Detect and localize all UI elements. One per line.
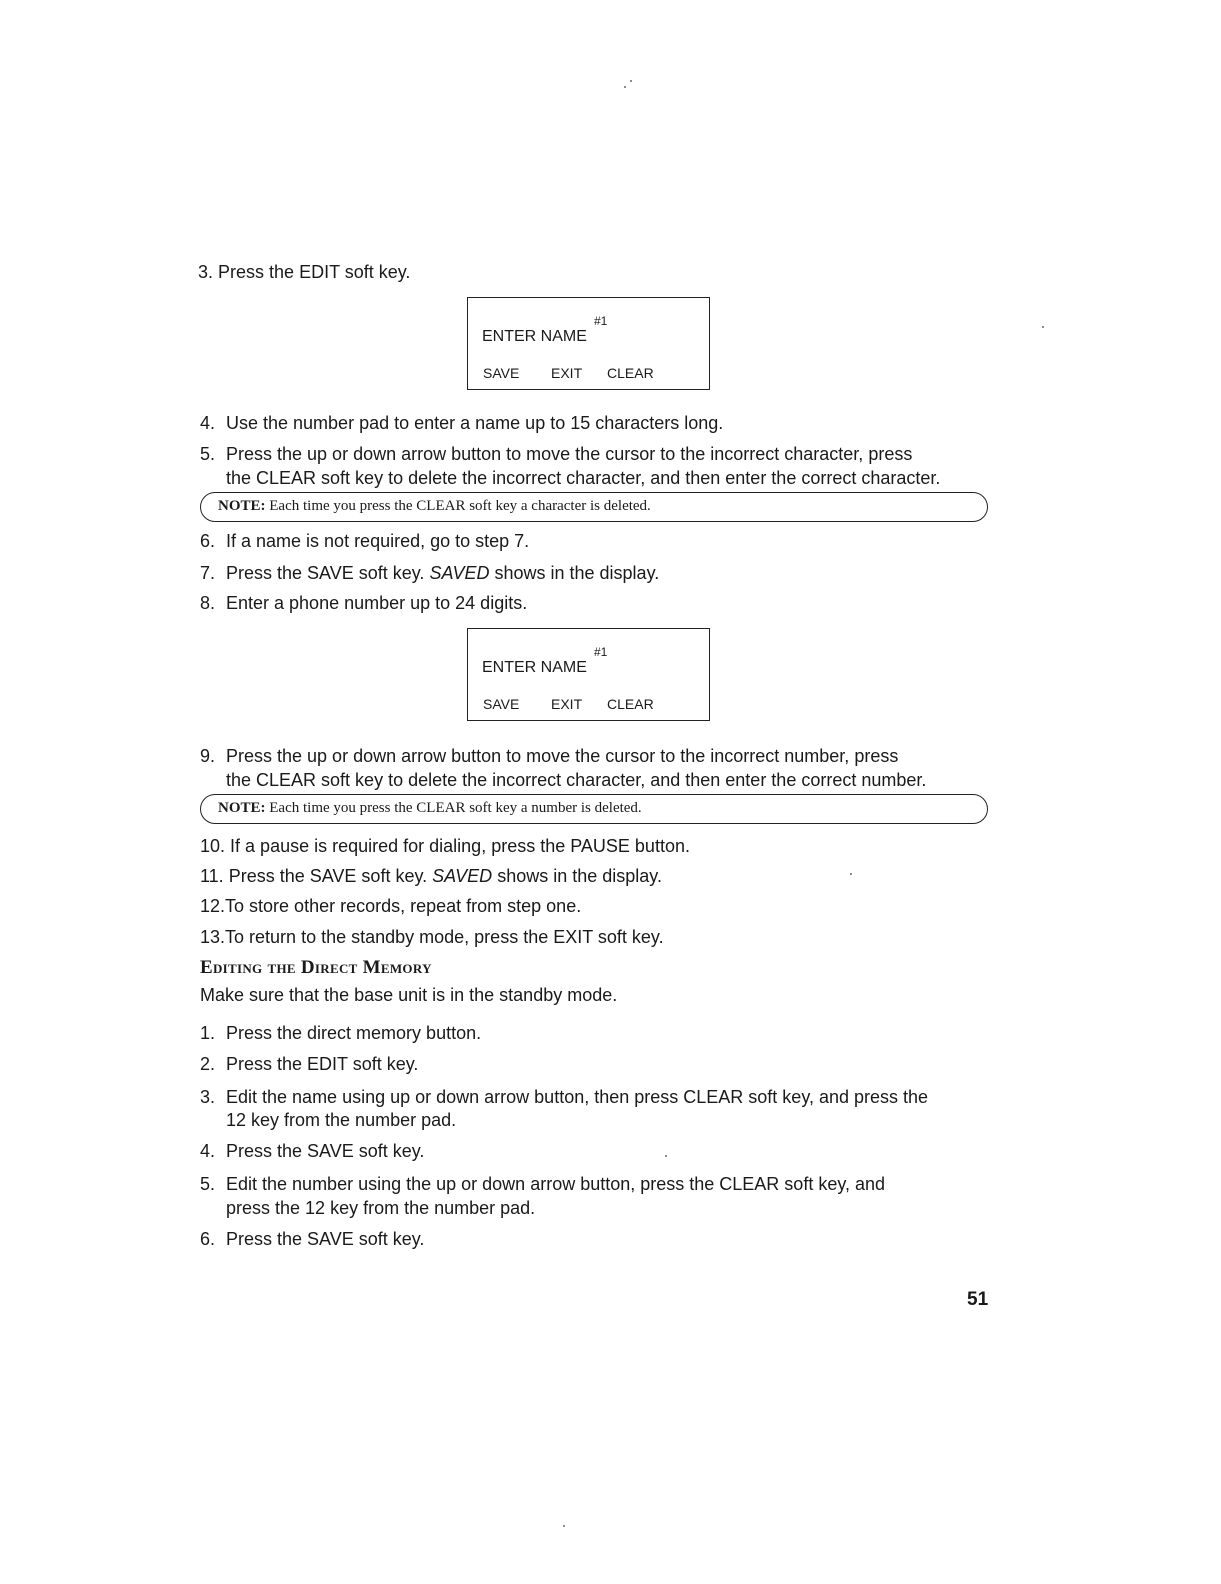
step-text: Press the EDIT soft key. — [218, 262, 411, 282]
step-12 — [200, 895, 581, 918]
step-9 — [200, 745, 898, 768]
step-text: Press the direct memory button. — [226, 1023, 482, 1043]
step-text-line-2: the CLEAR soft key to delete the incorrect character, and then enter the correct character. — [226, 468, 941, 488]
scan-speck — [850, 873, 852, 875]
page-number: 51 — [967, 1289, 989, 1310]
note-text: Each time you press the CLEAR soft key a number is deleted. — [269, 800, 642, 816]
note-box-2 — [200, 794, 988, 824]
step-number: 2. — [200, 1054, 216, 1074]
step-text-line-2: the CLEAR soft key to delete the incorrect character, and then enter the correct number. — [226, 770, 927, 790]
scan-speck — [630, 80, 632, 82]
edit-step-3 — [200, 1086, 928, 1109]
step-number: 10. — [200, 836, 226, 856]
step-13 — [200, 926, 664, 949]
step-number: 9. — [200, 746, 216, 766]
step-4 — [200, 412, 723, 435]
note-box-1 — [200, 492, 988, 522]
edit-step-3-continued — [226, 1109, 456, 1132]
step-text: Press the SAVE soft key. — [226, 1229, 425, 1249]
scan-speck — [665, 1155, 667, 1157]
step-text: To return to the standby mode, press the EXIT soft key. — [225, 927, 664, 947]
step-text-line-2: press the 12 key from the number pad. — [226, 1198, 536, 1218]
soft-key-exit: EXIT — [551, 365, 583, 381]
note-label: NOTE: — [218, 498, 266, 514]
scan-speck — [563, 1525, 565, 1527]
step-text: Press the SAVE soft key. — [226, 1141, 425, 1161]
step-6 — [200, 530, 529, 553]
display-prompt: ENTER NAME — [482, 328, 587, 345]
step-text-line-1: Edit the number using the up or down arrow button, press the CLEAR soft key, and — [226, 1174, 886, 1194]
saved-indicator: SAVED — [429, 563, 490, 583]
step-number: 6. — [200, 531, 216, 551]
scan-speck — [624, 86, 626, 88]
step-text: shows in the display. — [494, 563, 660, 583]
soft-key-exit: EXIT — [551, 696, 583, 712]
step-text: Press the SAVE soft key. — [228, 866, 428, 886]
step-9-continued — [226, 769, 926, 792]
step-text-line-2: 12 key from the number pad. — [226, 1110, 457, 1130]
soft-key-save: SAVE — [483, 696, 520, 712]
step-number: 4. — [200, 413, 216, 433]
step-text: Enter a phone number up to 24 digits. — [226, 593, 528, 613]
display-prompt: ENTER NAME — [482, 659, 587, 676]
memory-number: #1 — [594, 314, 608, 328]
step-7 — [200, 562, 659, 585]
step-5 — [200, 443, 912, 466]
step-11 — [200, 865, 662, 888]
section-heading: Editing the Direct Memory — [200, 957, 432, 978]
step-text: Press the SAVE soft key. — [226, 563, 425, 583]
step-text: Press the EDIT soft key. — [226, 1054, 419, 1074]
step-text: If a name is not required, go to step 7. — [226, 531, 530, 551]
step-number: 4. — [200, 1141, 216, 1161]
step-number: 11. — [200, 866, 224, 886]
edit-step-1 — [200, 1022, 481, 1045]
step-text-line-1: Edit the name using up or down arrow button, then press CLEAR soft key, and press the — [226, 1087, 929, 1107]
soft-key-clear: CLEAR — [607, 365, 654, 381]
lcd-display-1 — [467, 297, 710, 390]
step-8 — [200, 592, 527, 615]
step-number: 6. — [200, 1229, 216, 1249]
step-text: If a pause is required for dialing, press the PAUSE button. — [230, 836, 690, 856]
step-number: 3. — [200, 1087, 216, 1107]
step-number: 7. — [200, 563, 216, 583]
step-text-line-1: Press the up or down arrow button to move the cursor to the incorrect number, press — [226, 746, 899, 766]
step-number: 1. — [200, 1023, 216, 1043]
step-text: Use the number pad to enter a name up to 15 characters long. — [226, 413, 724, 433]
step-number: 5. — [200, 1174, 216, 1194]
step-text-line-1: Press the up or down arrow button to move the cursor to the incorrect character, press — [226, 444, 913, 464]
step-3 — [198, 261, 410, 284]
edit-step-6 — [200, 1228, 424, 1251]
step-text: 3. — [198, 262, 214, 282]
soft-key-clear: CLEAR — [607, 696, 654, 712]
step-text: To store other records, repeat from step one. — [225, 896, 582, 916]
edit-step-5-continued — [226, 1197, 535, 1220]
edit-step-4 — [200, 1140, 424, 1163]
note-label: NOTE: — [218, 800, 266, 816]
step-10 — [200, 835, 690, 858]
memory-number: #1 — [594, 645, 608, 659]
step-number: 13. — [200, 927, 226, 947]
note-text: Each time you press the CLEAR soft key a character is deleted. — [269, 498, 651, 514]
step-5-continued — [226, 467, 940, 490]
edit-step-5 — [200, 1173, 885, 1196]
saved-indicator: SAVED — [432, 866, 493, 886]
step-text: shows in the display. — [497, 866, 662, 886]
soft-key-save: SAVE — [483, 365, 520, 381]
edit-step-2 — [200, 1053, 418, 1076]
step-number: 12. — [200, 896, 226, 916]
section-intro: Make sure that the base unit is in the standby mode. — [200, 985, 618, 1005]
step-number: 5. — [200, 444, 216, 464]
step-number: 8. — [200, 593, 216, 613]
scan-speck — [1042, 326, 1044, 328]
lcd-display-2 — [467, 628, 710, 721]
